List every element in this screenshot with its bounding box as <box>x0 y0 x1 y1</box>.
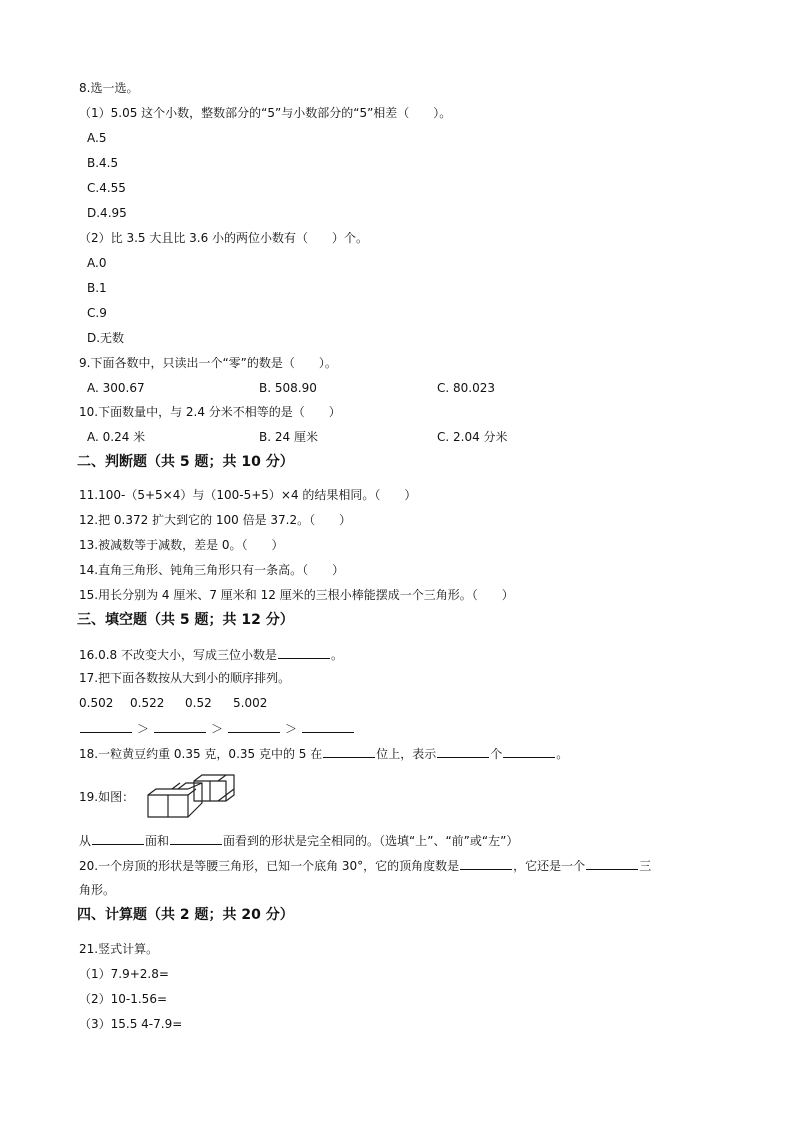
q17-title: 17.把下面各数按从大到小的顺序排列。 <box>79 671 291 685</box>
q9-option-a: A. 300.67 <box>87 381 145 395</box>
q8-sub1-option-b: B.4.5 <box>87 156 119 170</box>
q8-sub2-option-b: B.1 <box>87 281 107 295</box>
q10-title: 10.下面数量中，与 2.4 分米不相等的是（ ） <box>79 405 341 419</box>
q20-text: 20.一个房顶的形状是等腰三角形，已知一个底角 30°，它的顶角度数是 <box>79 859 460 873</box>
q8-sub1-option-d: D.4.95 <box>87 206 127 220</box>
q8-sub1-option-c: C.4.55 <box>87 181 126 195</box>
q16 <box>79 646 343 663</box>
answer-blank[interactable] <box>437 745 489 758</box>
q8-sub2-option-a: A.0 <box>87 256 107 270</box>
q8-sub2: （2）比 3.5 大且比 3.6 小的两位小数有（ ）个。 <box>79 231 369 245</box>
answer-blank[interactable] <box>80 720 132 733</box>
q17-number: 0.522 <box>130 696 165 710</box>
q18-text: 18.一粒黄豆约重 0.35 克，0.35 克中的 5 在 <box>79 747 323 761</box>
q16-end: 。 <box>330 648 343 662</box>
q8-sub2-option-d: D.无数 <box>87 331 125 345</box>
answer-blank[interactable] <box>92 832 144 845</box>
q8-sub1: （1）5.05 这个小数，整数部分的“5”与小数部分的“5”相差（ ）。 <box>79 106 452 120</box>
q11: 11.100-（5+5×4）与（100-5+5）×4 的结果相同。（ ） <box>79 488 417 502</box>
q18-text: 个 <box>490 747 503 761</box>
q10-option-a: A. 0.24 米 <box>87 430 146 444</box>
q19-text: 面看到的形状是完全相同的。（选填“上”、“前”或“左”） <box>223 834 519 848</box>
q9-title: 9.下面各数中，只读出一个“零”的数是（ ）。 <box>79 356 337 370</box>
answer-blank[interactable] <box>586 857 638 870</box>
q19-answer-line <box>79 832 518 849</box>
answer-blank[interactable] <box>154 720 206 733</box>
q8-sub2-option-c: C.9 <box>87 306 107 320</box>
q18-end: 。 <box>556 747 569 761</box>
answer-blank[interactable] <box>323 745 375 758</box>
answer-blank[interactable] <box>503 745 555 758</box>
q18 <box>79 745 568 762</box>
q16-text: 16.0.8 不改变大小，写成三位小数是 <box>79 648 277 662</box>
answer-blank[interactable] <box>278 646 330 659</box>
q13: 13.被减数等于减数，差是 0。（ ） <box>79 538 284 552</box>
section-3-heading: 三、填空题（共 5 题；共 12 分） <box>77 612 294 628</box>
q21-item-1: （1）7.9+2.8= <box>79 967 169 981</box>
q20-text: 三 <box>639 859 652 873</box>
q17-number: 5.002 <box>233 696 268 710</box>
answer-blank[interactable] <box>460 857 512 870</box>
answer-blank[interactable] <box>170 832 222 845</box>
greater-than: ＞ <box>285 722 298 736</box>
answer-blank[interactable] <box>302 720 354 733</box>
cube-stack-figure <box>146 773 238 819</box>
q19-text: 面和 <box>145 834 170 848</box>
section-4-heading: 四、计算题（共 2 题；共 20 分） <box>77 907 294 923</box>
q8-title: 8.选一选。 <box>79 81 139 95</box>
q10-option-c: C. 2.04 分米 <box>437 430 508 444</box>
section-2-heading: 二、判断题（共 5 题；共 10 分） <box>77 454 294 470</box>
q20-wrap: 角形。 <box>79 883 116 897</box>
q20 <box>79 857 651 874</box>
q17-number: 0.52 <box>185 696 212 710</box>
q18-text: 位上，表示 <box>376 747 437 761</box>
answer-blank[interactable] <box>228 720 280 733</box>
q10-option-b: B. 24 厘米 <box>259 430 318 444</box>
q19-text: 从 <box>79 834 92 848</box>
greater-than: ＞ <box>137 722 150 736</box>
q21-title: 21.竖式计算。 <box>79 942 159 956</box>
q15: 15.用长分别为 4 厘米、7 厘米和 12 厘米的三根小棒能摆成一个三角形。（ ） <box>79 588 514 602</box>
q12: 12.把 0.372 扩大到它的 100 倍是 37.2。（ ） <box>79 513 352 527</box>
q17-answer-row <box>79 720 355 737</box>
q9-option-b: B. 508.90 <box>259 381 317 395</box>
greater-than: ＞ <box>211 722 224 736</box>
q14: 14.直角三角形、钝角三角形只有一条高。（ ） <box>79 563 345 577</box>
q21-item-3: （3）15.5 4-7.9= <box>79 1017 183 1031</box>
q19-title: 19.如图： <box>79 790 135 804</box>
q8-sub1-option-a: A.5 <box>87 131 107 145</box>
q21-item-2: （2）10-1.56= <box>79 992 168 1006</box>
q9-option-c: C. 80.023 <box>437 381 495 395</box>
q20-text: ，它还是一个 <box>513 859 586 873</box>
q17-number: 0.502 <box>79 696 114 710</box>
